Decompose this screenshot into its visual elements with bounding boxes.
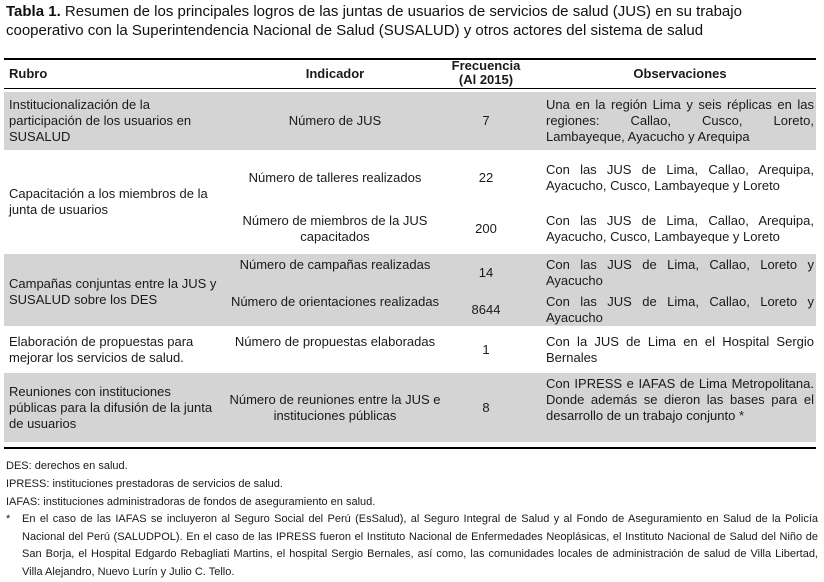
row3-observaciones: Con las JUS de Lima, Callao, Loreto y Ayacucho (546, 257, 814, 288)
footnote-star (6, 511, 818, 581)
row3-frecuencia: 14 (478, 265, 494, 280)
header-rule (4, 88, 816, 89)
caption-text: Resumen de los principales logros de las juntas de usuarios de servicios de salud (JUS) en su trabajo cooperativo con la Superintendencia Nacional de Salud (SUSALUD) y otros actores del sistema de salud (6, 3, 742, 39)
footnote-ipress: IPRESS: instituciones prestadoras de servicios de salud. (6, 478, 283, 490)
header-frecuencia-line2: (Al 2015) (458, 72, 514, 87)
row5-observaciones: Con IPRESS e IAFAS de Lima Metropolitana. Donde además se dieron las bases para el desarrollo de un trabajo conjunto * (546, 376, 814, 423)
row4-indicador: Número de propuestas elaboradas (234, 334, 436, 349)
header-frecuencia (440, 59, 532, 87)
row3b-indicador: Número de orientaciones realizadas (230, 294, 440, 309)
row5-rubro: Reuniones con instituciones públicas para la difusión de la junta de usuarios (9, 384, 213, 431)
bottom-rule (4, 447, 816, 449)
row4-frecuencia: 1 (482, 342, 490, 357)
table-caption (6, 2, 816, 40)
row5-frecuencia: 8 (482, 400, 490, 415)
row1-indicador: Número de JUS (288, 113, 382, 128)
header-indicador: Indicador (305, 66, 365, 81)
top-rule (4, 58, 816, 60)
header-frecuencia-line1: Frecuencia (451, 58, 521, 73)
row4-rubro: Elaboración de propuestas para mejorar los servicios de salud. (9, 334, 194, 365)
footnote-des: DES: derechos en salud. (6, 460, 128, 472)
row3b-frecuencia: 8644 (471, 302, 501, 317)
row2-rubro: Capacitación a los miembros de la junta de usuarios (9, 186, 208, 217)
row2-observaciones: Con las JUS de Lima, Callao, Arequipa, Ayacucho, Cusco, Lambayeque y Loreto (546, 162, 814, 193)
row2-indicador: Número de talleres realizados (248, 170, 422, 185)
row2-frecuencia: 22 (478, 170, 494, 185)
caption-label: Tabla 1. (6, 3, 61, 20)
row1-rubro: Institucionalización de la participación de los usuarios en SUSALUD (9, 97, 192, 144)
row5-indicador: Número de reuniones entre la JUS e instituciones públicas (229, 392, 441, 423)
row2b-frecuencia: 200 (475, 221, 497, 236)
header-rubro: Rubro (9, 66, 48, 81)
header-observaciones: Observaciones (633, 66, 727, 81)
footnote-star-text: En el caso de las IAFAS se incluyeron al Seguro Social del Perú (EsSalud), al Seguro Integral de Salud y al Fondo de Aseguramiento en Salud de la Policía Nacional del Perú (SALUDPOL). En el caso de las IPRESS fueron el Instituto Nacional de Enfermedades Neoplásicas, el Instituto Nacional de Salud del Niño de San Borja, el Hospital Edgardo Rebagliati Martins, el hospital Sergio Bernales, así como, las comunidades locales de administración de salud de Villa Libertad, Villa Alejandro, Nuevo Lurín y Julio C. Tello. (22, 513, 818, 578)
row2b-indicador: Número de miembros de la JUS capacitados (242, 213, 428, 244)
footnote-iafas: IAFAS: instituciones administradoras de fondos de aseguramiento en salud. (6, 496, 376, 508)
row4-observaciones: Con la JUS de Lima en el Hospital Sergio Bernales (546, 334, 814, 365)
row2b-observaciones: Con las JUS de Lima, Callao, Arequipa, Ayacucho, Cusco, Lambayeque y Loreto (546, 213, 814, 244)
row3-rubro: Campañas conjuntas entre la JUS y SUSALUD sobre los DES (9, 276, 217, 307)
row3b-observaciones: Con las JUS de Lima, Callao, Loreto y Ayacucho (546, 294, 814, 325)
row1-frecuencia: 7 (482, 113, 490, 128)
row1-observaciones: Una en la región Lima y seis réplicas en las regiones: Callao, Cusco, Loreto, Lambayeque, Ayacucho y Arequipa (546, 97, 814, 144)
row3-indicador: Número de campañas realizadas (239, 257, 431, 272)
footnote-star-mark: * (6, 513, 11, 525)
